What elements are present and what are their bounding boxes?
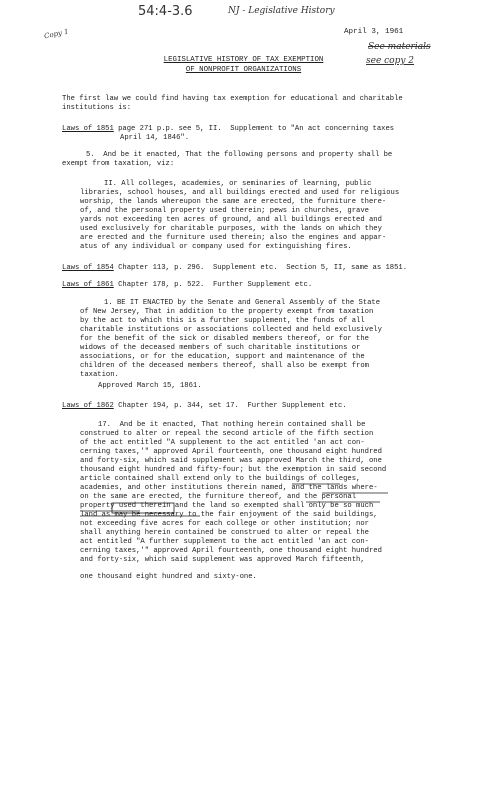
law-1851-reference-line2: April 14, 1846".	[120, 134, 190, 142]
law-1851-para-line: atus of any individual or company used for extinguishing fires.	[80, 243, 352, 251]
law-1851-para-line: used exclusively for charitable purposes, with the lands on which they	[80, 225, 382, 233]
handwritten-note-copy: see copy 2	[366, 56, 415, 66]
law-1862-para-line: on the same are erected, the furniture thereof, and the personal	[80, 493, 357, 501]
law-1862-para-line: not exceeding five acres for each college or other institution; nor	[80, 520, 369, 528]
intro-line-1: The first law we could find having tax exemption for educational and charitable	[62, 95, 403, 103]
law-1861-approved: Approved March 15, 1861.	[98, 382, 202, 390]
law-1851-para-line: libraries, school houses, and all buildings erected and used for religious	[80, 189, 400, 197]
law-1862-para-line: 17. And be it enacted, That nothing herein contained shall be	[98, 421, 366, 429]
law-1851-para-line: worship, the lands whereupon the same are erected, the furniture there-	[80, 198, 387, 206]
document-date: April 3, 1961	[344, 28, 404, 36]
handwritten-topic-note: NJ - Legislative History	[228, 6, 335, 16]
law-1862-para-line: shall anything herein contained be construed to alter or repeal the	[80, 529, 369, 537]
law-1861-para-line: for the benefit of the sick or disabled members thereof, or for the	[80, 335, 369, 343]
handwritten-copy-note: Copy 1	[43, 27, 70, 41]
law-1861-para-line: charitable institutions or associations collected and held exclusively	[80, 326, 382, 334]
intro-line-2: institutions is:	[62, 104, 132, 112]
law-1861-para-line: 1. BE IT ENACTED by the Senate and General Assembly of the State	[104, 299, 381, 307]
law-1862-para-line: act entitled "A further supplement to the act entitled 'an act con-	[80, 538, 369, 546]
law-1862-para-line: article contained shall extend only to the buildings of colleges,	[80, 475, 361, 483]
law-1862-para-line: and forty-six, which said supplement was approved March the third, one	[80, 457, 382, 465]
law-1854-ref-text: Chapter 113, p. 296. Supplement etc. Section 5, II, same as 1851.	[113, 264, 408, 272]
law-1861-ref-label: Laws of 1861	[62, 281, 114, 289]
law-1862-para-line: cerning taxes,'" approved April fourteenth, one thousand eight hundred	[80, 547, 382, 555]
law-1851-para-line: yards not exceeding ten acres of ground, and all buildings erected and	[80, 216, 382, 224]
handwritten-reference-number: 54:4-3.6	[138, 4, 193, 19]
law-1854-ref-label: Laws of 1854	[62, 264, 114, 272]
law-1862-para-line: land as may be necessary to the fair enjoyment of the said buildings,	[80, 511, 378, 519]
law-1862-para-line: cerning taxes,'" approved April fourteenth, one thousand eight hundred	[80, 448, 382, 456]
handwritten-note-materials: See materials	[368, 42, 431, 52]
document-title-line2: OF NONPROFIT ORGANIZATIONS	[185, 66, 302, 74]
law-1862-para-line: property used therein and the land so exempted shall only be so much	[80, 502, 374, 510]
law-1851-section-line2: exempt from taxation, viz:	[62, 160, 175, 168]
law-1851-para-line: of, and the personal property used therein; pews in churches, grave	[80, 207, 369, 215]
law-1862-last-line: one thousand eight hundred and sixty-one.	[80, 573, 257, 581]
law-1861-para-line: of New Jersey, That in addition to the property exempt from taxation	[80, 308, 374, 316]
law-1851-para-line: II. All colleges, academies, or seminaries of learning, public	[104, 180, 372, 188]
law-1861-para-line: taxation.	[80, 371, 119, 379]
law-1861-ref-text: Chapter 178, p. 522. Further Supplement etc.	[113, 281, 313, 289]
law-1862-para-line: construed to alter or repeal the second article of the fifth section	[80, 430, 374, 438]
law-1851-section-line1: 5. And be it enacted, That the following persons and property shall be	[86, 151, 393, 159]
document-title-line1: LEGISLATIVE HISTORY OF TAX EXEMPTION	[163, 56, 324, 64]
law-1862-para-line: and forty-six, which said supplement was approved March fifteenth,	[80, 556, 365, 564]
law-1851-para-line: are erected and the furniture used therein; also the engines and appar-	[80, 234, 387, 242]
law-1862-para-line: academies, and other institutions therein named, and the lands where-	[80, 484, 378, 492]
law-1862-ref-label: Laws of 1862	[62, 402, 114, 410]
law-1861-para-line: children of the deceased members thereof, shall also be exempt from	[80, 362, 369, 370]
law-1862-para-line: of the act entitled "A supplement to the act entitled 'an act con-	[80, 439, 365, 447]
law-1861-para-line: associations, or for the education, support and maintenance of the	[80, 353, 365, 361]
law-1861-para-line: by the act to which this is a further supplement, the funds of all	[80, 317, 365, 325]
law-1862-para-line: thousand eight hundred and fifty-four; but the exemption in said second	[80, 466, 387, 474]
law-1862-ref-text: Chapter 194, p. 344, set 17. Further Supplement etc.	[113, 402, 347, 410]
law-1851-ref-text: page 271 p.p. see 5, II. Supplement to "An act concerning taxes	[113, 125, 395, 133]
pen-circle-box	[112, 503, 174, 513]
law-1851-ref-label: Laws of 1851	[62, 125, 114, 133]
law-1861-para-line: widows of the deceased members of such charitable institutions or	[80, 344, 361, 352]
